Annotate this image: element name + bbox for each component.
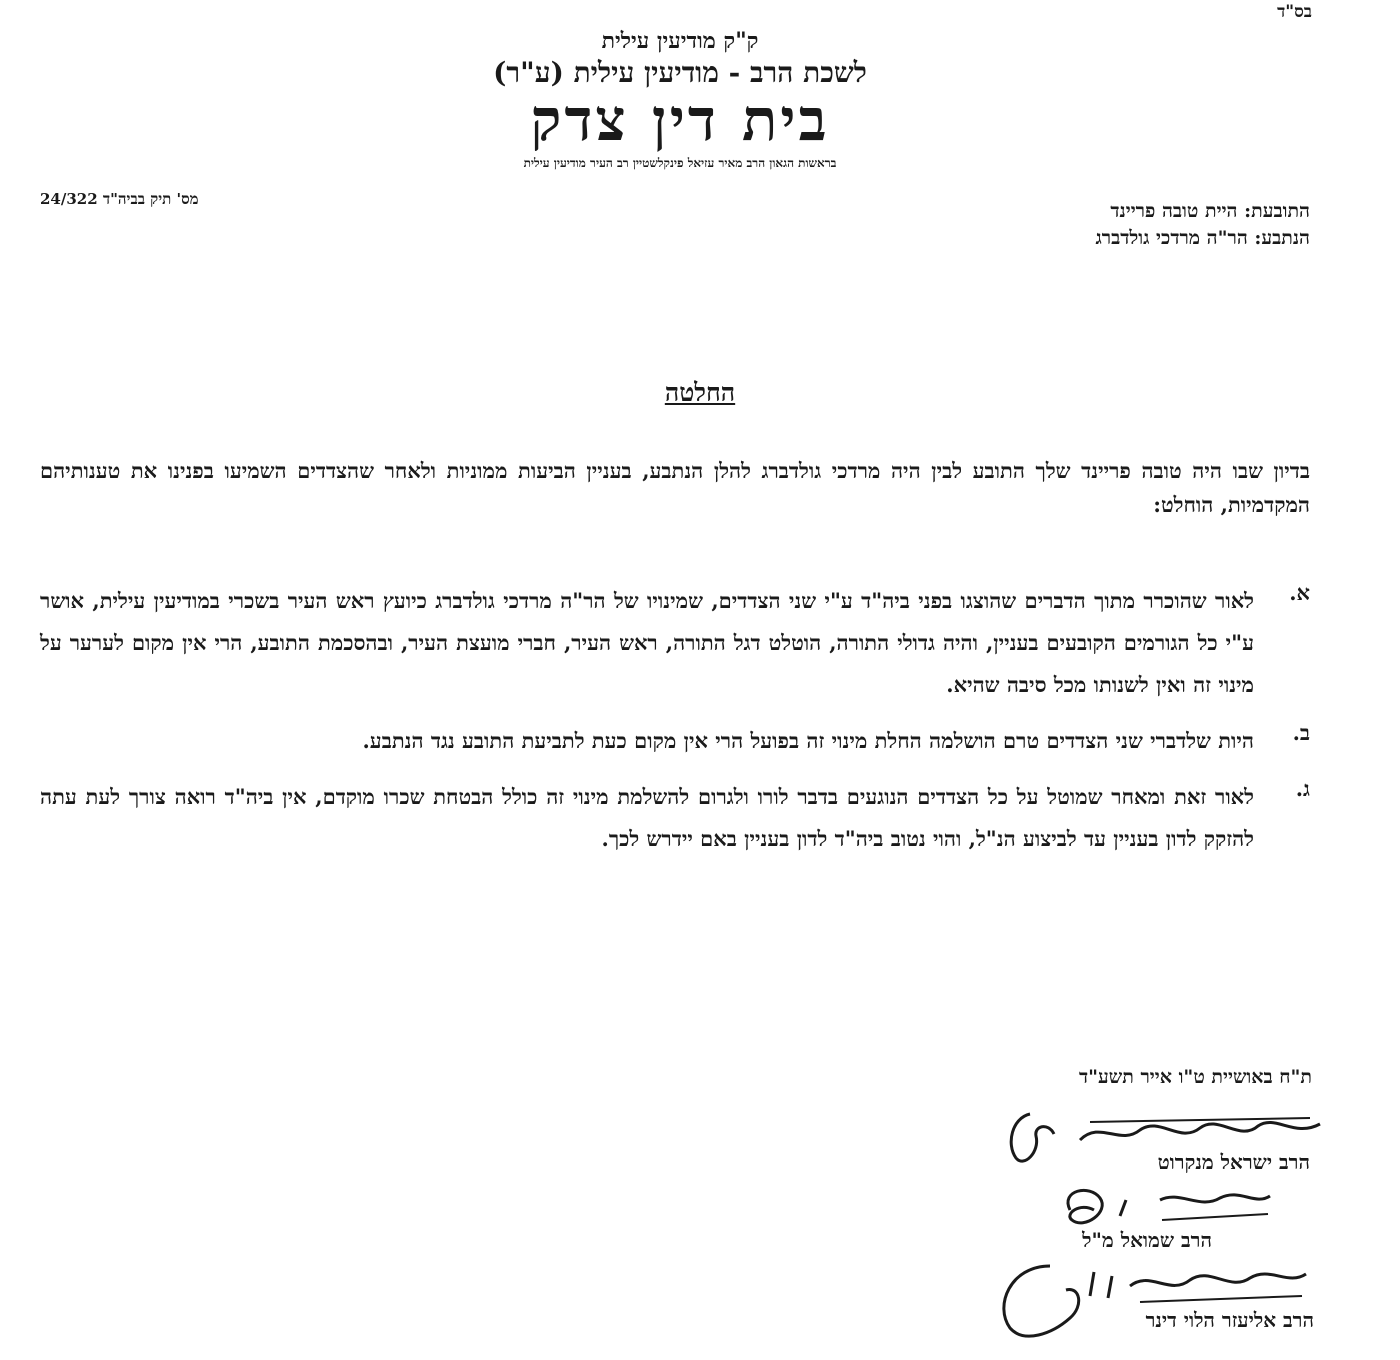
file-number: מס' תיק בביה"ד 24/322 (40, 190, 199, 208)
clause-letter: ג. (1295, 776, 1310, 801)
parties-block (1096, 198, 1310, 252)
signature-3-name: הרב אליעזר הלוי דינר (1145, 1308, 1314, 1332)
clause-text: לאור שהוכרר מתוך הדברים שהוצגו בפני ביה"ד ע"י שני הצדדים, שמינויו של הר"ה מרדכי גולדברג כיועץ ראש העיר בשכרי במודיעין עילית, אושר ע"י כל הגורמים הקובעים בעניין, והיה גדולי התורה, הוטלט דגל התורה, ראש העיר, חברי מועצת העיר, ובהסכמת התובע, הרי אין מקום לערער על מינוי זה ואין לשנותו מכל סיבה שהיא. (40, 588, 1254, 697)
signature-2-name: הרב שמואל מ"ל (1082, 1228, 1212, 1252)
clause-letter: ב. (1292, 720, 1310, 745)
intro-paragraph: בדיון שבו היה טובה פריינד שלך התובע לבין היה מרדכי גולדברג להלן הנתבע, בעניין הביעות ממוניות ולאחר שהצדדים השמיעו בפנינו את טענותיהם המקדמיות, הוחלט: (40, 458, 1310, 517)
letterhead (400, 28, 960, 171)
clause-letter: א. (1289, 580, 1310, 605)
clauses-list (40, 580, 1310, 874)
clause-c (40, 776, 1310, 860)
clause-text: היות שלדברי שני הצדדים טרם הושלמה החלת מינוי זה בפועל הרי אין מקום כעת לתביעת התובע נגד הנתבע. (362, 728, 1254, 753)
document-heading: החלטה (664, 378, 736, 407)
clause-b (40, 720, 1310, 762)
letterhead-subtitle: בראשות הגאון הרב מאיר עזיאל פינקלשטיין רב העיר מודיעין עילית (523, 156, 837, 170)
letterhead-title: בית דין צדק (530, 86, 830, 154)
letterhead-community: ק"ק מודיעין עילית (601, 28, 759, 54)
clause-a (40, 580, 1310, 706)
bsd-tag: בס"ד (1277, 2, 1312, 22)
plaintiff-line: התובעת: היית טובה פריינד (1110, 200, 1310, 222)
signature-1-name: הרב ישראל מנקרוט (1157, 1150, 1310, 1174)
signing-date: ת"ח באושיית ט"ו אייר תשע"ד (1079, 1066, 1312, 1088)
letterhead-office: לשכת הרב - מודיעין עילית (ע"ר) (493, 56, 867, 89)
defendant-line: הנתבע: הר"ה מרדכי גולדברג (1095, 227, 1310, 249)
clause-text: לאור זאת ומאחר שמוטל על כל הצדדים הנוגעים בדבר לורו ולגרום להשלמת מינוי זה כולל הבטחת שכרו מוקדם, אין ביה"ד רואה צורך לעת עתה להזקק לדון בעניין עד לביצוע הנ"ל, והוי נטוב ביה"ד לדון בעניין באם יידרש לכך. (40, 784, 1254, 851)
